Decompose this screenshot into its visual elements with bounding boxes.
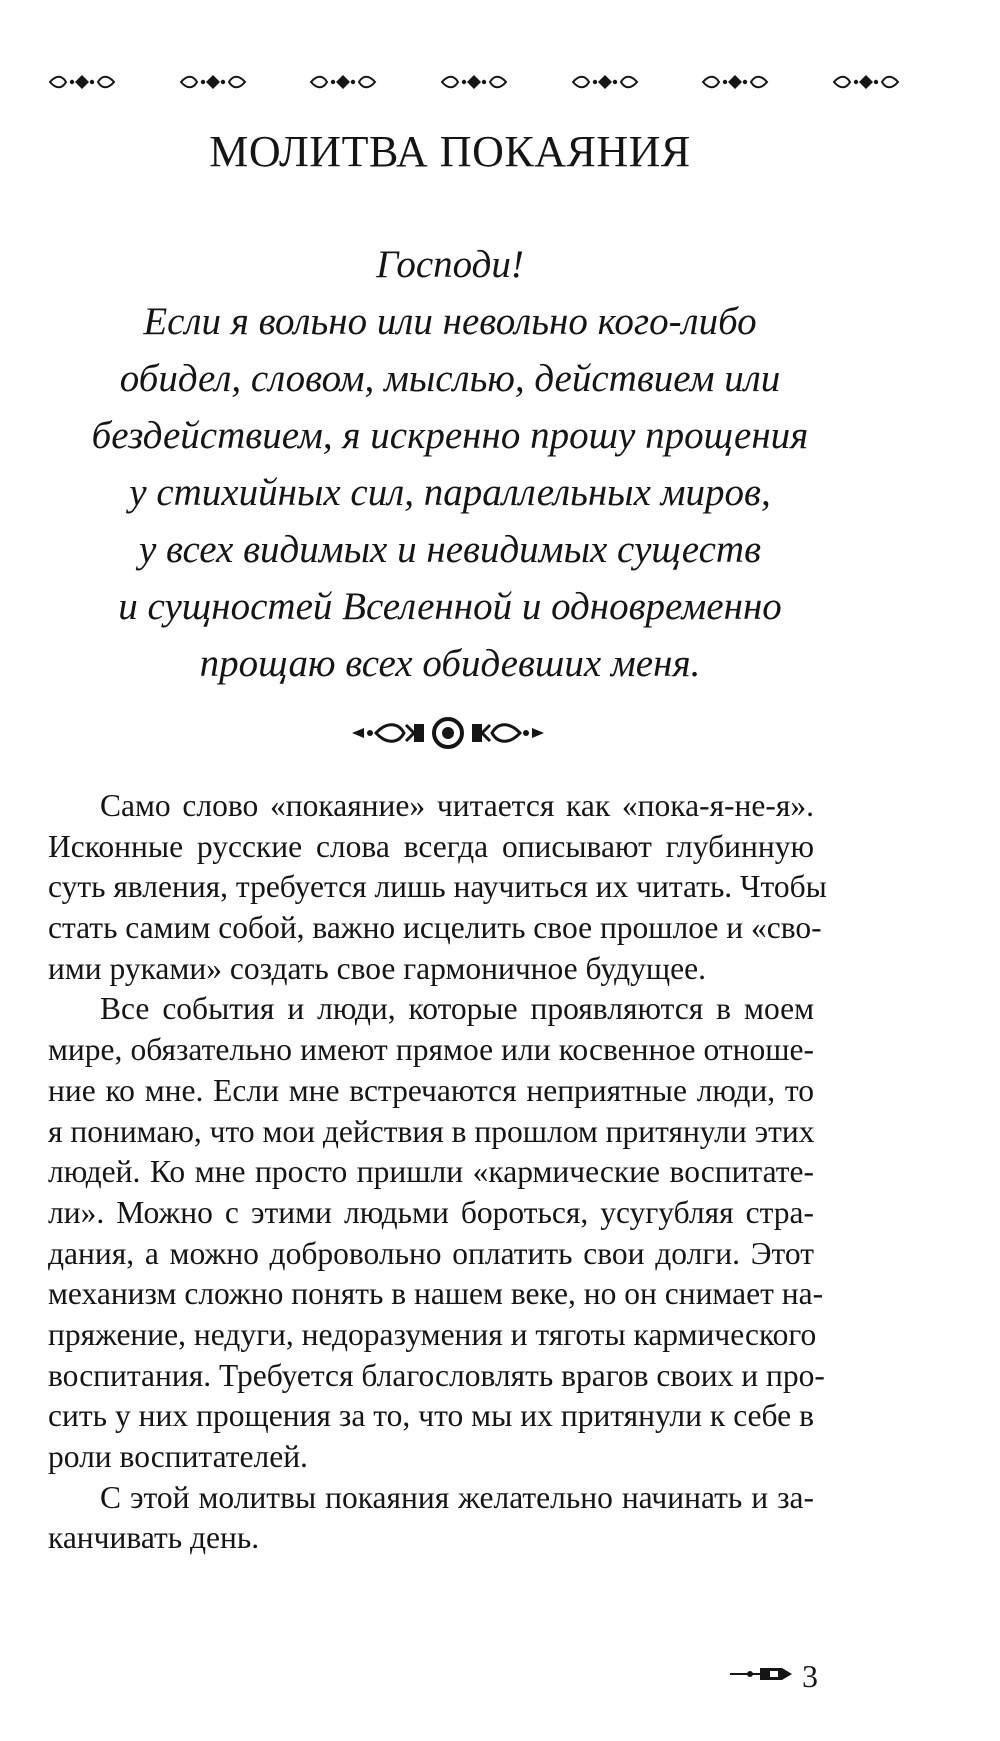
body-line: Само слово «покаяние» читается как «пока-я-не-я». [100,788,814,823]
scroll-ornament-icon [48,73,116,91]
prayer-line: прощаю всех обидевших меня. [199,642,701,685]
page-footer [708,1656,818,1696]
body-line: ли». Можно с этими людьми бороться, усугубляя стра- [48,1194,814,1230]
body-line: канчивать день. [48,1520,260,1556]
body-line: я понимаю, что мои действия в прошлом притянули этих [48,1113,815,1149]
body-line: Исконные русские слова всегда описывают глубинную [48,828,814,864]
body-line: мире, обязательно имеют прямое или косвенное отноше- [48,1032,814,1068]
prayer-line: у всех видимых и невидимых существ [138,528,762,571]
body-line: механизм сложно понять в нашем веке, но он снимает на- [48,1276,824,1312]
body-line: Все события и люди, которые проявляются в моем [100,991,814,1027]
header-ornament-row [48,70,900,94]
scroll-ornament-icon [832,73,900,91]
body-line: воспитания. Требуется благословлять врагов своих и про- [48,1357,825,1393]
floral-divider-icon [348,716,548,750]
scroll-ornament-icon [309,73,377,91]
body-line: сить у них прощения за то, что мы их притянули к себе в [48,1398,814,1434]
prayer-text [0,236,900,692]
prayer-line: обидел, словом, мыслью, действием или [119,357,781,400]
body-line: пряжение, недуги, недоразумения и тяготы кармического [48,1316,817,1352]
body-paragraph [48,1478,814,1559]
body-line: ние ко мне. Если мне встречаются неприятные люди, то [48,1072,814,1108]
scroll-ornament-icon [440,73,508,91]
body-paragraph [48,786,827,989]
scroll-ornament-icon [701,73,769,91]
body-line: стать самим собой, важно исцелить свое прошлое и «сво- [48,910,822,946]
pointing-arrow-icon [730,1664,794,1689]
prayer-line: у стихийных сил, параллельных миров, [129,471,771,514]
body-line: дания, а можно добровольно оплатить свои долги. Этот [48,1235,814,1271]
body-line: суть явления, требуется лишь научиться их читать. Чтобы [48,869,827,905]
body-text [48,786,827,1559]
page-title: МОЛИТВА ПОКАЯНИЯ [209,127,691,176]
body-line: С этой молитвы покаяния желательно начинать и за- [100,1479,814,1515]
body-paragraph [48,989,825,1477]
prayer-line: бездействием, я искренно прошу прощения [91,414,809,457]
scroll-ornament-icon [179,73,247,91]
scroll-ornament-icon [571,73,639,91]
page-number: 3 [802,1657,818,1694]
prayer-line: и сущностей Вселенной и одновременно [118,585,782,628]
body-line: людей. Ко мне просто пришли «кармические воспитате- [48,1154,814,1190]
body-line: ими руками» создать свое гармоничное будущее. [48,950,706,986]
prayer-line: Если я вольно или невольно кого-либо [143,300,757,343]
body-line: роли воспитателей. [48,1439,308,1474]
prayer-line: Господи! [376,243,524,286]
